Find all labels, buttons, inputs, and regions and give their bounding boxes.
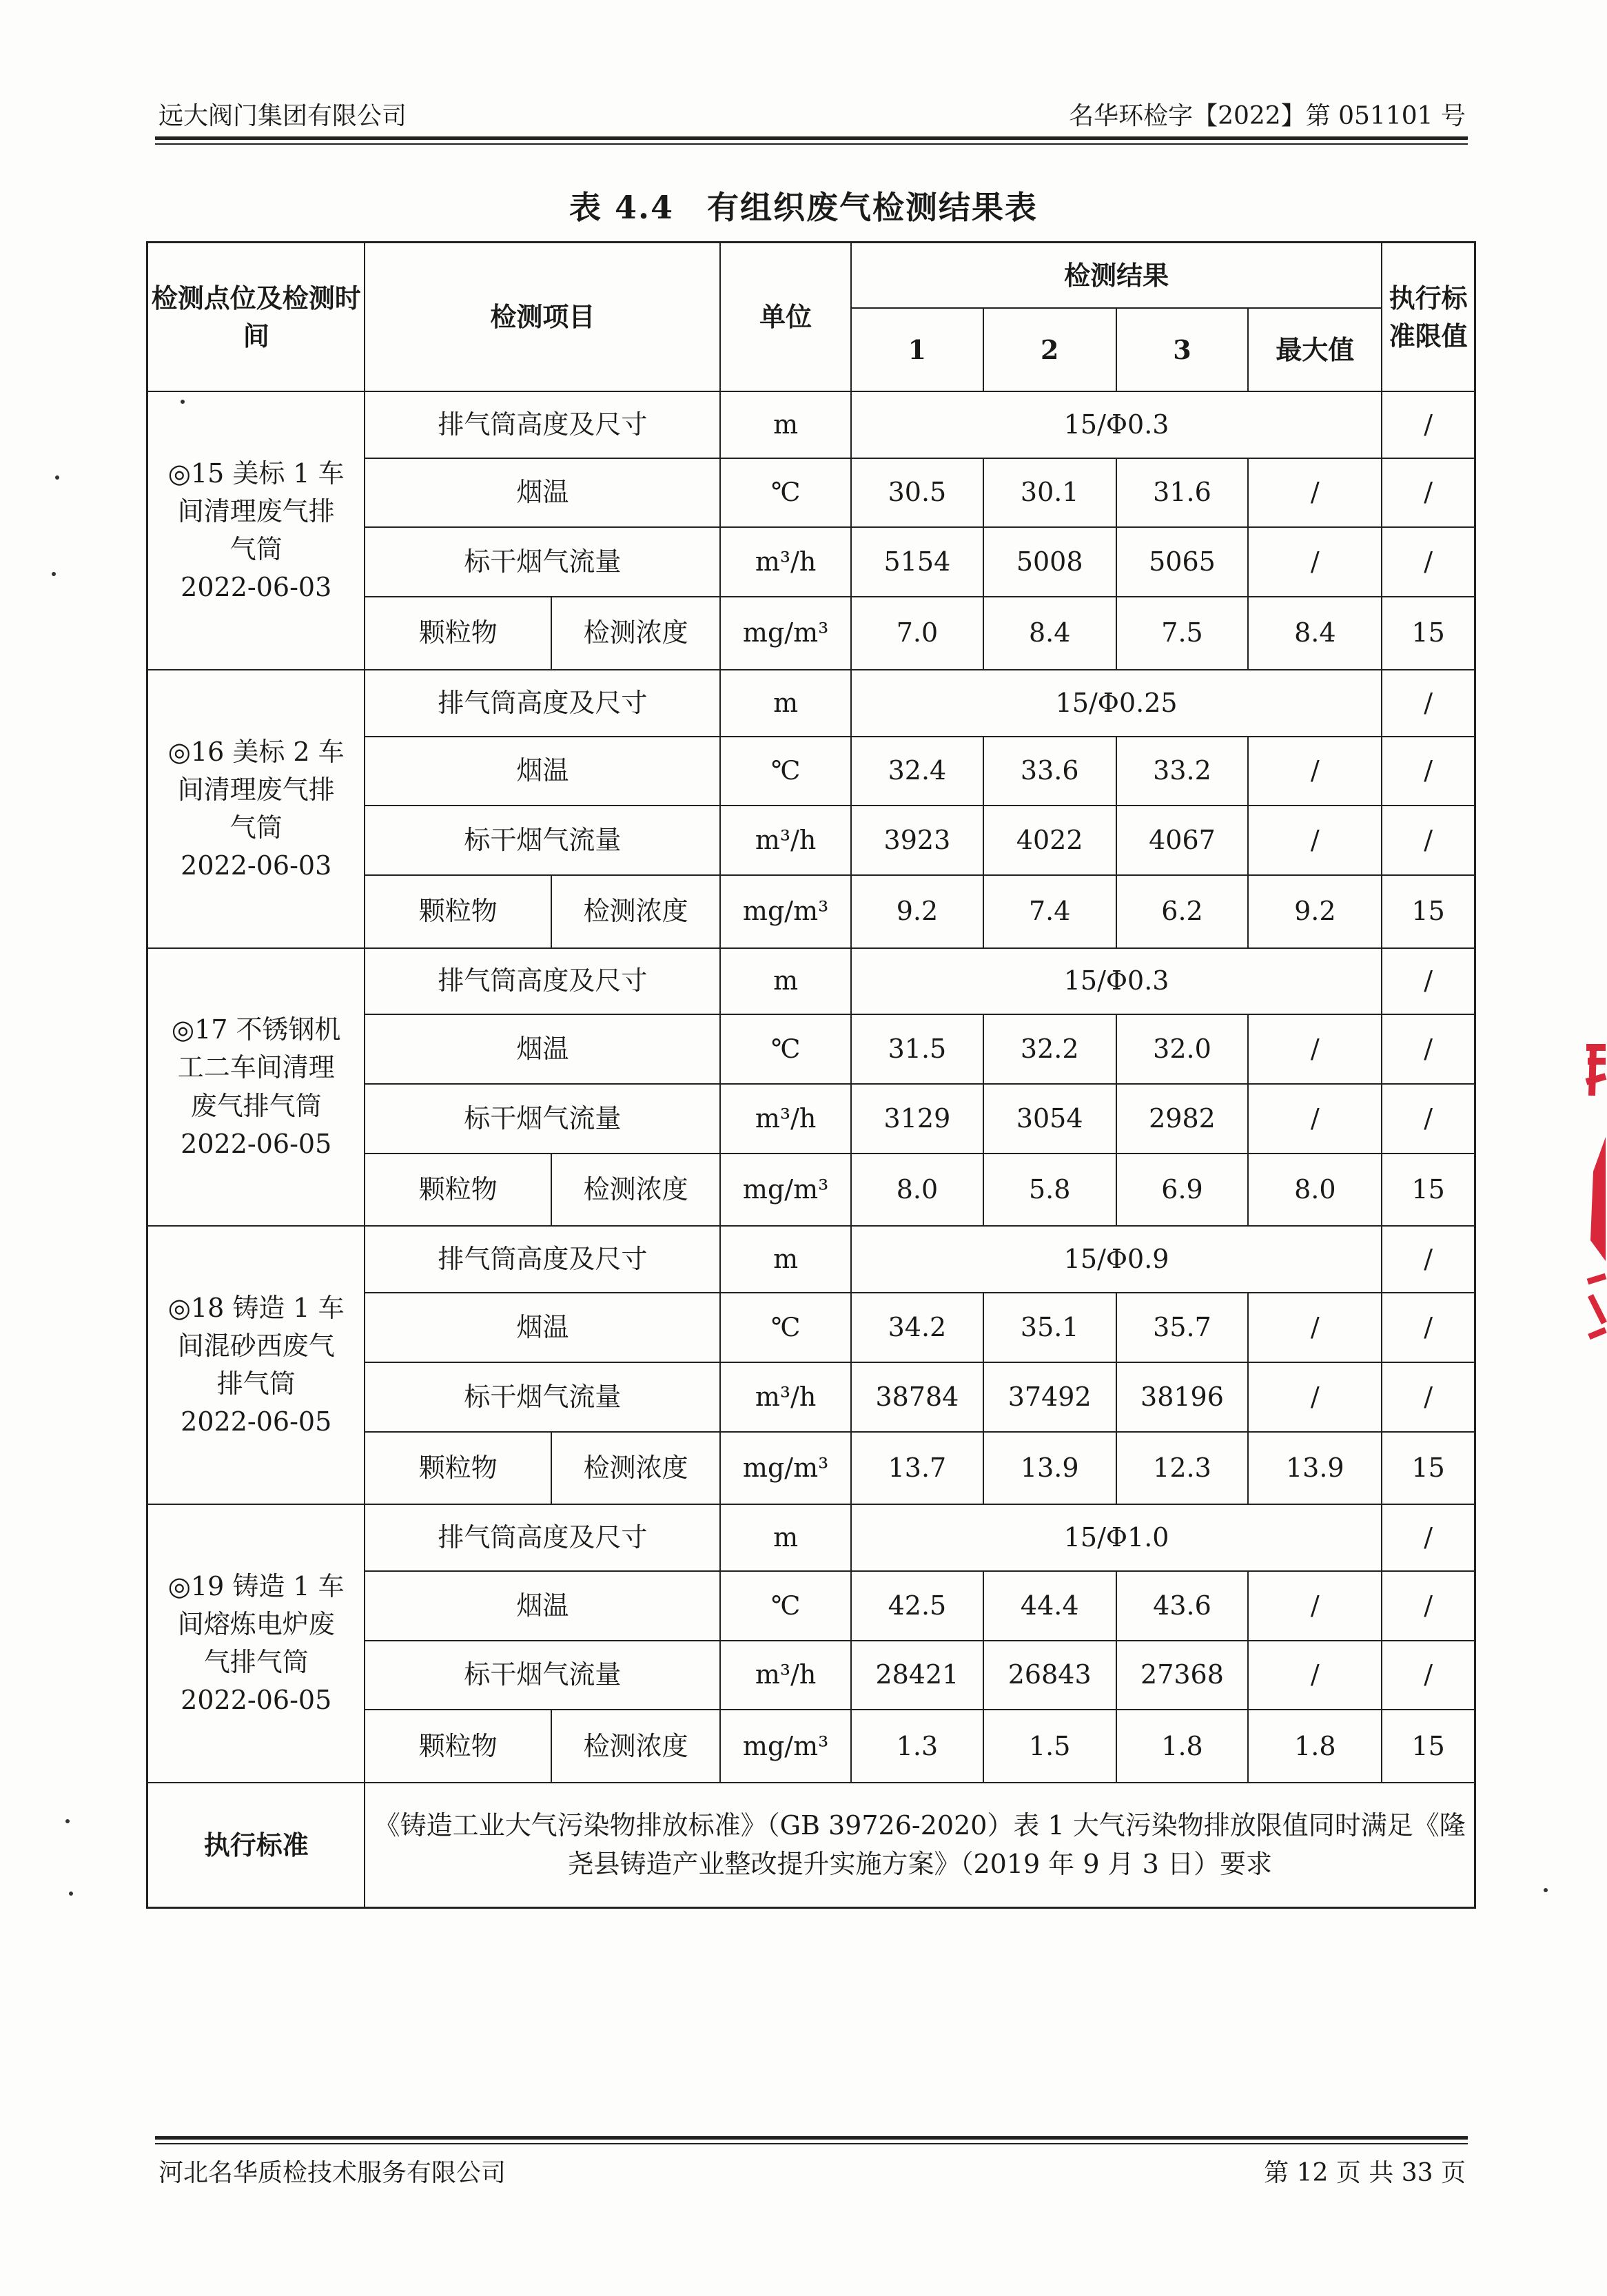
limit-value: 15	[1382, 1432, 1475, 1505]
scan-speck	[65, 1819, 70, 1823]
item-stack-height: 排气筒高度及尺寸	[365, 391, 720, 458]
unit-flow: m³/h	[720, 1084, 851, 1154]
scan-speck	[69, 1892, 73, 1896]
temperature-value: 30.5	[851, 458, 983, 528]
header-unit: 单位	[720, 243, 851, 392]
scan-speck	[1544, 1888, 1548, 1892]
location-cell	[147, 1504, 365, 1783]
unit-celsius: ℃	[720, 1571, 851, 1641]
footer-page-number: 第 12 页 共 33 页	[1264, 2159, 1466, 2187]
limit-value: 15	[1382, 597, 1475, 670]
temperature-value: 35.1	[983, 1293, 1116, 1362]
flow-value: 3923	[851, 806, 983, 875]
header-results: 检测结果	[851, 243, 1382, 309]
header-result-2: 2	[983, 308, 1116, 391]
unit-concentration: mg/m³	[720, 1710, 851, 1783]
flow-value: 3129	[851, 1084, 983, 1154]
location-name: ◎17 不锈钢机工二车间清理废气排气筒	[171, 1014, 341, 1121]
flow-value: 27368	[1116, 1641, 1249, 1710]
limit-value: /	[1382, 948, 1475, 1015]
temperature-value: 34.2	[851, 1293, 983, 1362]
location-date: 2022-06-03	[181, 572, 332, 603]
red-seal-fragment	[1573, 1034, 1607, 1364]
item-particulate: 颗粒物	[365, 1432, 551, 1505]
item-temperature: 烟温	[365, 737, 720, 806]
item-particulate: 颗粒物	[365, 875, 551, 948]
limit-value: 15	[1382, 875, 1475, 948]
max-value: /	[1248, 1571, 1382, 1641]
unit-celsius: ℃	[720, 1014, 851, 1084]
scan-speck	[181, 400, 185, 404]
flow-value: 38196	[1116, 1362, 1249, 1432]
location-cell	[147, 948, 365, 1227]
max-value: /	[1248, 527, 1382, 597]
concentration-value: 1.5	[983, 1710, 1116, 1783]
limit-value: 15	[1382, 1710, 1475, 1783]
header-company: 远大阀门集团有限公司	[158, 102, 407, 130]
max-value: /	[1248, 1293, 1382, 1362]
max-value: /	[1248, 1084, 1382, 1154]
max-value: /	[1248, 1641, 1382, 1710]
location-cell	[147, 1226, 365, 1504]
concentration-value: 9.2	[851, 875, 983, 948]
flow-value: 28421	[851, 1641, 983, 1710]
flow-value: 26843	[983, 1641, 1116, 1710]
temperature-value: 35.7	[1116, 1293, 1249, 1362]
stack-size-value: 15/Φ0.9	[851, 1226, 1382, 1293]
standard-text: 《铸造工业大气污染物排放标准》（GB 39726-2020）表 1 大气污染物排放限值同时满足《隆尧县铸造产业整改提升实施方案》（2019 年 9 月 3 日）要求	[365, 1783, 1475, 1907]
temperature-value: 33.2	[1116, 737, 1249, 806]
limit-value: /	[1382, 1014, 1475, 1084]
header-report-number: 名华环检字【2022】第 051101 号	[1069, 102, 1466, 130]
concentration-max: 1.8	[1248, 1710, 1382, 1783]
limit-value: /	[1382, 1362, 1475, 1432]
flow-value: 4067	[1116, 806, 1249, 875]
header-result-1: 1	[851, 308, 983, 391]
location-date: 2022-06-05	[181, 1406, 332, 1437]
concentration-value: 13.9	[983, 1432, 1116, 1505]
concentration-value: 12.3	[1116, 1432, 1249, 1505]
header-location: 检测点位及检测时间	[147, 243, 365, 392]
stack-size-value: 15/Φ1.0	[851, 1504, 1382, 1571]
max-value: /	[1248, 806, 1382, 875]
standard-label: 执行标准	[147, 1783, 365, 1907]
unit-concentration: mg/m³	[720, 597, 851, 670]
limit-value: /	[1382, 391, 1475, 458]
concentration-value: 7.0	[851, 597, 983, 670]
concentration-value: 6.2	[1116, 875, 1249, 948]
concentration-max: 8.0	[1248, 1154, 1382, 1227]
unit-flow: m³/h	[720, 1641, 851, 1710]
flow-value: 38784	[851, 1362, 983, 1432]
limit-value: /	[1382, 458, 1475, 528]
location-name: ◎19 铸造 1 车间熔炼电炉废气排气筒	[167, 1570, 345, 1678]
flow-value: 5008	[983, 527, 1116, 597]
flow-value: 37492	[983, 1362, 1116, 1432]
scan-speck	[55, 475, 59, 480]
concentration-value: 1.3	[851, 1710, 983, 1783]
flow-value: 2982	[1116, 1084, 1249, 1154]
unit-m: m	[720, 1504, 851, 1571]
header-item: 检测项目	[365, 243, 720, 392]
item-stack-height: 排气筒高度及尺寸	[365, 1504, 720, 1571]
header-limit: 执行标准限值	[1382, 243, 1475, 392]
limit-value: /	[1382, 527, 1475, 597]
max-value: /	[1248, 1014, 1382, 1084]
temperature-value: 32.0	[1116, 1014, 1249, 1084]
limit-value: /	[1382, 737, 1475, 806]
item-flow: 标干烟气流量	[365, 1084, 720, 1154]
limit-value: /	[1382, 1226, 1475, 1293]
item-stack-height: 排气筒高度及尺寸	[365, 1226, 720, 1293]
stack-size-value: 15/Φ0.3	[851, 391, 1382, 458]
unit-m: m	[720, 948, 851, 1015]
stack-size-value: 15/Φ0.25	[851, 670, 1382, 737]
stack-size-value: 15/Φ0.3	[851, 948, 1382, 1015]
unit-celsius: ℃	[720, 458, 851, 528]
item-particulate: 颗粒物	[365, 1154, 551, 1227]
max-value: /	[1248, 1362, 1382, 1432]
scan-speck	[52, 572, 56, 576]
limit-value: /	[1382, 1293, 1475, 1362]
temperature-value: 32.4	[851, 737, 983, 806]
location-date: 2022-06-05	[181, 1128, 332, 1159]
header-result-max: 最大值	[1248, 308, 1382, 391]
temperature-value: 43.6	[1116, 1571, 1249, 1641]
item-temperature: 烟温	[365, 1014, 720, 1084]
unit-m: m	[720, 670, 851, 737]
limit-value: /	[1382, 670, 1475, 737]
concentration-value: 5.8	[983, 1154, 1116, 1227]
flow-value: 3054	[983, 1084, 1116, 1154]
unit-celsius: ℃	[720, 1293, 851, 1362]
item-flow: 标干烟气流量	[365, 806, 720, 875]
concentration-value: 8.4	[983, 597, 1116, 670]
location-name: ◎18 铸造 1 车间混砂西废气排气筒	[167, 1293, 345, 1400]
item-concentration: 检测浓度	[551, 1710, 720, 1783]
item-stack-height: 排气筒高度及尺寸	[365, 948, 720, 1015]
footer-rule	[155, 2136, 1468, 2140]
location-cell	[147, 670, 365, 948]
limit-value: /	[1382, 1571, 1475, 1641]
item-concentration: 检测浓度	[551, 597, 720, 670]
unit-celsius: ℃	[720, 737, 851, 806]
temperature-value: 32.2	[983, 1014, 1116, 1084]
item-flow: 标干烟气流量	[365, 1362, 720, 1432]
concentration-value: 6.9	[1116, 1154, 1249, 1227]
temperature-value: 33.6	[983, 737, 1116, 806]
temperature-value: 44.4	[983, 1571, 1116, 1641]
limit-value: /	[1382, 1084, 1475, 1154]
item-temperature: 烟温	[365, 1293, 720, 1362]
concentration-max: 9.2	[1248, 875, 1382, 948]
item-concentration: 检测浓度	[551, 875, 720, 948]
flow-value: 5154	[851, 527, 983, 597]
concentration-value: 7.4	[983, 875, 1116, 948]
unit-concentration: mg/m³	[720, 1432, 851, 1505]
max-value: /	[1248, 458, 1382, 528]
limit-value: 15	[1382, 1154, 1475, 1227]
unit-flow: m³/h	[720, 806, 851, 875]
temperature-value: 30.1	[983, 458, 1116, 528]
item-particulate: 颗粒物	[365, 597, 551, 670]
max-value: /	[1248, 737, 1382, 806]
unit-flow: m³/h	[720, 1362, 851, 1432]
location-name: ◎16 美标 2 车间清理废气排气筒	[167, 736, 345, 843]
unit-concentration: mg/m³	[720, 1154, 851, 1227]
temperature-value: 42.5	[851, 1571, 983, 1641]
concentration-value: 13.7	[851, 1432, 983, 1505]
location-cell	[147, 391, 365, 670]
unit-m: m	[720, 391, 851, 458]
header-result-3: 3	[1116, 308, 1249, 391]
header-rule-thin	[155, 143, 1468, 145]
temperature-value: 31.6	[1116, 458, 1249, 528]
item-flow: 标干烟气流量	[365, 1641, 720, 1710]
concentration-value: 7.5	[1116, 597, 1249, 670]
item-concentration: 检测浓度	[551, 1432, 720, 1505]
footer-company: 河北名华质检技术服务有限公司	[158, 2159, 506, 2187]
flow-value: 5065	[1116, 527, 1249, 597]
temperature-value: 31.5	[851, 1014, 983, 1084]
item-concentration: 检测浓度	[551, 1154, 720, 1227]
concentration-max: 13.9	[1248, 1432, 1382, 1505]
item-temperature: 烟温	[365, 1571, 720, 1641]
item-particulate: 颗粒物	[365, 1710, 551, 1783]
location-name: ◎15 美标 1 车间清理废气排气筒	[167, 458, 345, 564]
location-date: 2022-06-05	[181, 1685, 332, 1716]
item-stack-height: 排气筒高度及尺寸	[365, 670, 720, 737]
unit-flow: m³/h	[720, 527, 851, 597]
unit-m: m	[720, 1226, 851, 1293]
footer-rule-thin	[155, 2143, 1468, 2144]
concentration-value: 1.8	[1116, 1710, 1249, 1783]
limit-value: /	[1382, 806, 1475, 875]
item-temperature: 烟温	[365, 458, 720, 528]
flow-value: 4022	[983, 806, 1116, 875]
limit-value: /	[1382, 1641, 1475, 1710]
limit-value: /	[1382, 1504, 1475, 1571]
item-flow: 标干烟气流量	[365, 527, 720, 597]
location-date: 2022-06-03	[181, 850, 332, 881]
results-table	[146, 241, 1476, 1909]
concentration-value: 8.0	[851, 1154, 983, 1227]
table-title: 表 4.4 有组织废气检测结果表	[569, 189, 1038, 226]
unit-concentration: mg/m³	[720, 875, 851, 948]
concentration-max: 8.4	[1248, 597, 1382, 670]
header-rule	[155, 136, 1468, 140]
